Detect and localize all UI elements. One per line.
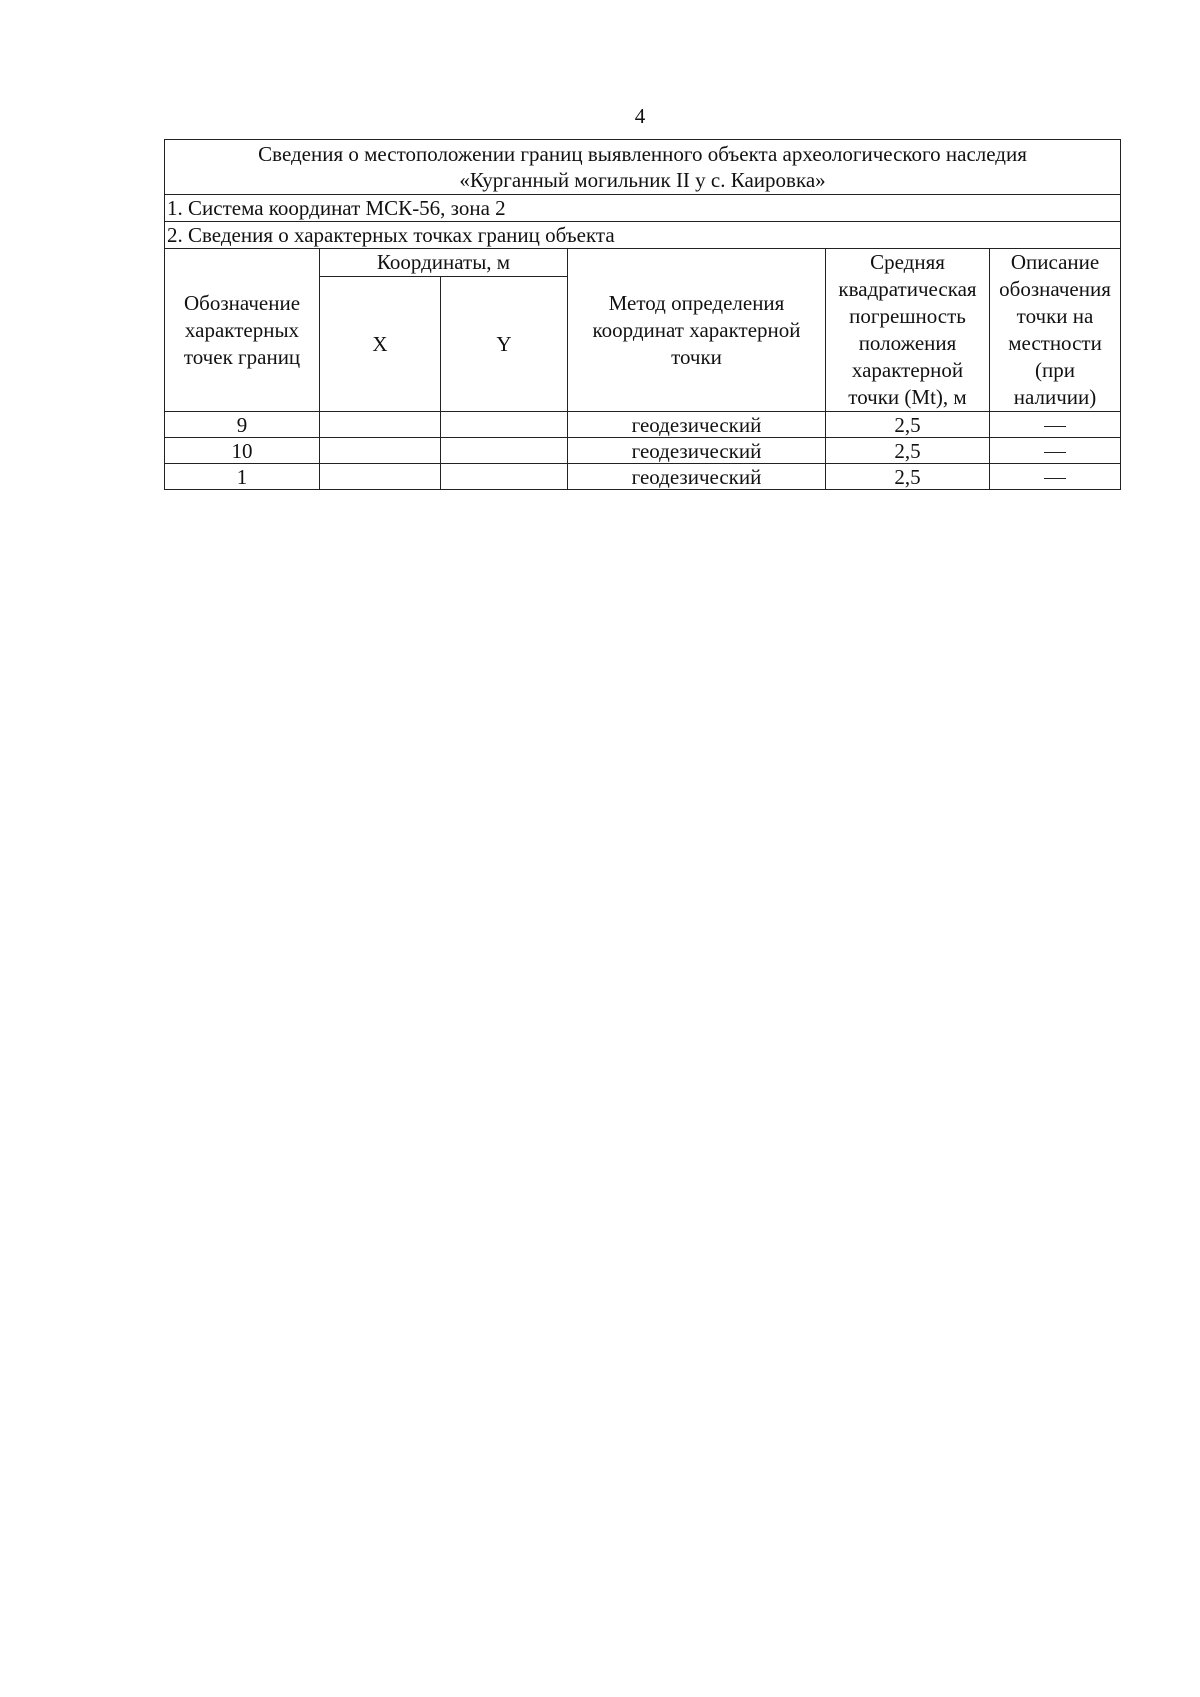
row-point: 10 [165,438,320,464]
table-row [165,438,1121,464]
row-description [990,438,1121,464]
row-method: геодезический [568,464,826,490]
dash-mark [1044,452,1066,454]
row-error: 2,5 [826,412,990,438]
table-row [165,464,1121,490]
header-description: Описание обозначения точки на местности (при наличии) [990,249,1121,412]
row-y [441,464,568,490]
row-description [990,412,1121,438]
row-method: геодезический [568,438,826,464]
row-description [990,464,1121,490]
row-error: 2,5 [826,464,990,490]
row-y [441,412,568,438]
row-y [441,438,568,464]
row-method: геодезический [568,412,826,438]
dash-mark [1044,478,1066,480]
header-x: X [320,277,441,412]
points-heading: 2. Сведения о характерных точках границ объекта [165,222,1121,249]
table-title-line-1: Сведения о местоположении границ выявленного объекта археологического наследия [258,142,1027,166]
header-coordinates: Координаты, м [320,249,568,277]
header-error: Средняя квадратическая погрешность положения характерной точки (Mt), м [826,249,990,412]
table-title-line-2: «Курганный могильник II у с. Каировка» [459,168,826,192]
table-row [165,412,1121,438]
coordinate-system-row [165,195,1121,222]
table-title [165,140,1121,195]
points-heading-row [165,222,1121,249]
row-x [320,464,441,490]
row-x [320,412,441,438]
header-point-designation: Обозначение характерных точек границ [165,249,320,412]
row-error: 2,5 [826,438,990,464]
row-point: 9 [165,412,320,438]
table-title-row [165,140,1121,195]
header-y: Y [441,277,568,412]
boundary-points-table [164,139,1121,490]
row-point: 1 [165,464,320,490]
header-method: Метод определения координат характерной точки [568,249,826,412]
coordinate-system: 1. Система координат МСК-56, зона 2 [165,195,1121,222]
header-row-1 [165,249,1121,277]
dash-mark [1044,426,1066,428]
row-x [320,438,441,464]
page-number: 4 [634,104,646,128]
